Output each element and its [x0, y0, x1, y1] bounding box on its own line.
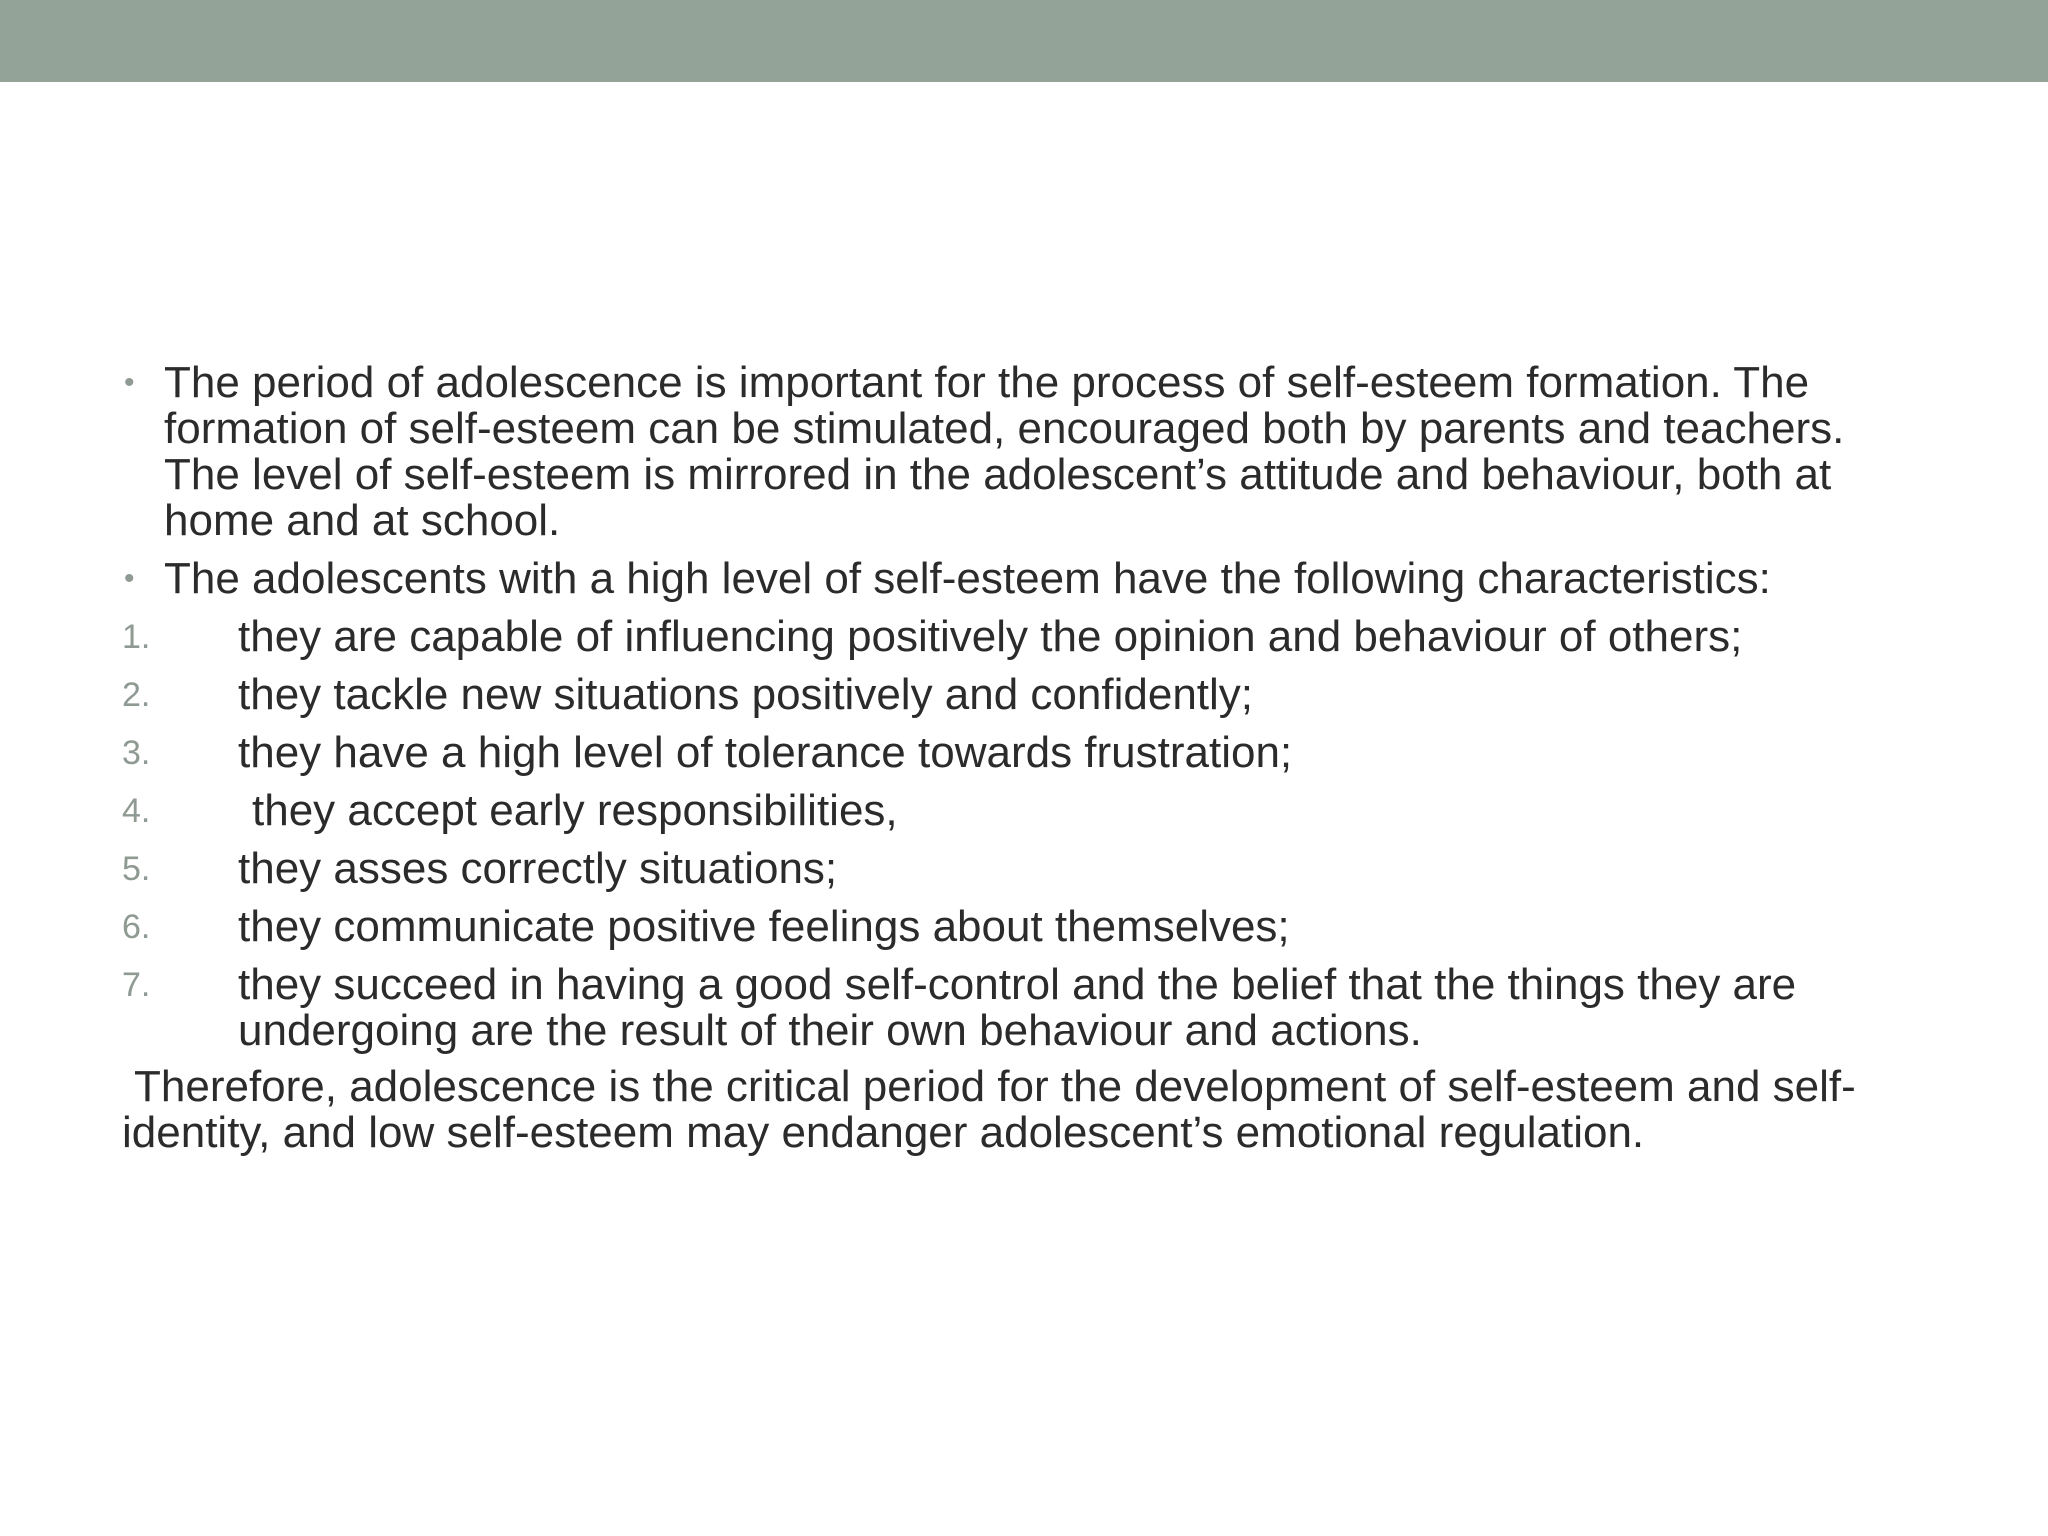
item-number: 6.: [122, 908, 151, 946]
bullet-item: [122, 556, 1922, 602]
bullet-text: The period of adolescence is important for the process of self-esteem formation. The formation of self-esteem can be stimulated, encouraged both by parents and teachers. The level of self-esteem is mirrored in the adolescent’s attitude and behaviour, both at home and at school.: [164, 358, 1845, 545]
item-text: they communicate positive feelings about themselves;: [238, 902, 1290, 951]
item-number: 5.: [122, 850, 151, 888]
numbered-item: [122, 730, 1922, 776]
item-text: they accept early responsibilities,: [252, 786, 898, 835]
item-text: they tackle new situations positively and confidently;: [238, 670, 1254, 719]
bullet-item: [122, 360, 1922, 544]
item-number: 2.: [122, 676, 151, 714]
numbered-item: [122, 846, 1922, 892]
slide-body: [122, 360, 1922, 1156]
item-text: they succeed in having a good self-control and the belief that the things they are undergoing are the result of their own behaviour and actions.: [238, 960, 1797, 1055]
bullet-icon: •: [124, 366, 135, 399]
numbered-item: [122, 962, 1922, 1054]
bullet-icon: •: [124, 562, 135, 595]
item-text: they are capable of influencing positively the opinion and behaviour of others;: [238, 612, 1743, 661]
numbered-item: [122, 614, 1922, 660]
numbered-item: [122, 672, 1922, 718]
numbered-item: [122, 904, 1922, 950]
item-number: 4.: [122, 792, 151, 830]
bullet-text: The adolescents with a high level of self-esteem have the following characteristics:: [164, 554, 1771, 603]
item-number: 3.: [122, 734, 151, 772]
item-text: they asses correctly situations;: [238, 844, 838, 893]
item-number: 1.: [122, 618, 151, 656]
top-banner: [0, 0, 2048, 82]
closing-paragraph: Therefore, adolescence is the critical period for the development of self-esteem and self-identity, and low self-esteem may endanger adolescent’s emotional regulation.: [122, 1062, 1856, 1157]
numbered-item: [122, 788, 1922, 834]
item-number: 7.: [122, 966, 151, 1004]
item-text: they have a high level of tolerance towards frustration;: [238, 728, 1293, 777]
